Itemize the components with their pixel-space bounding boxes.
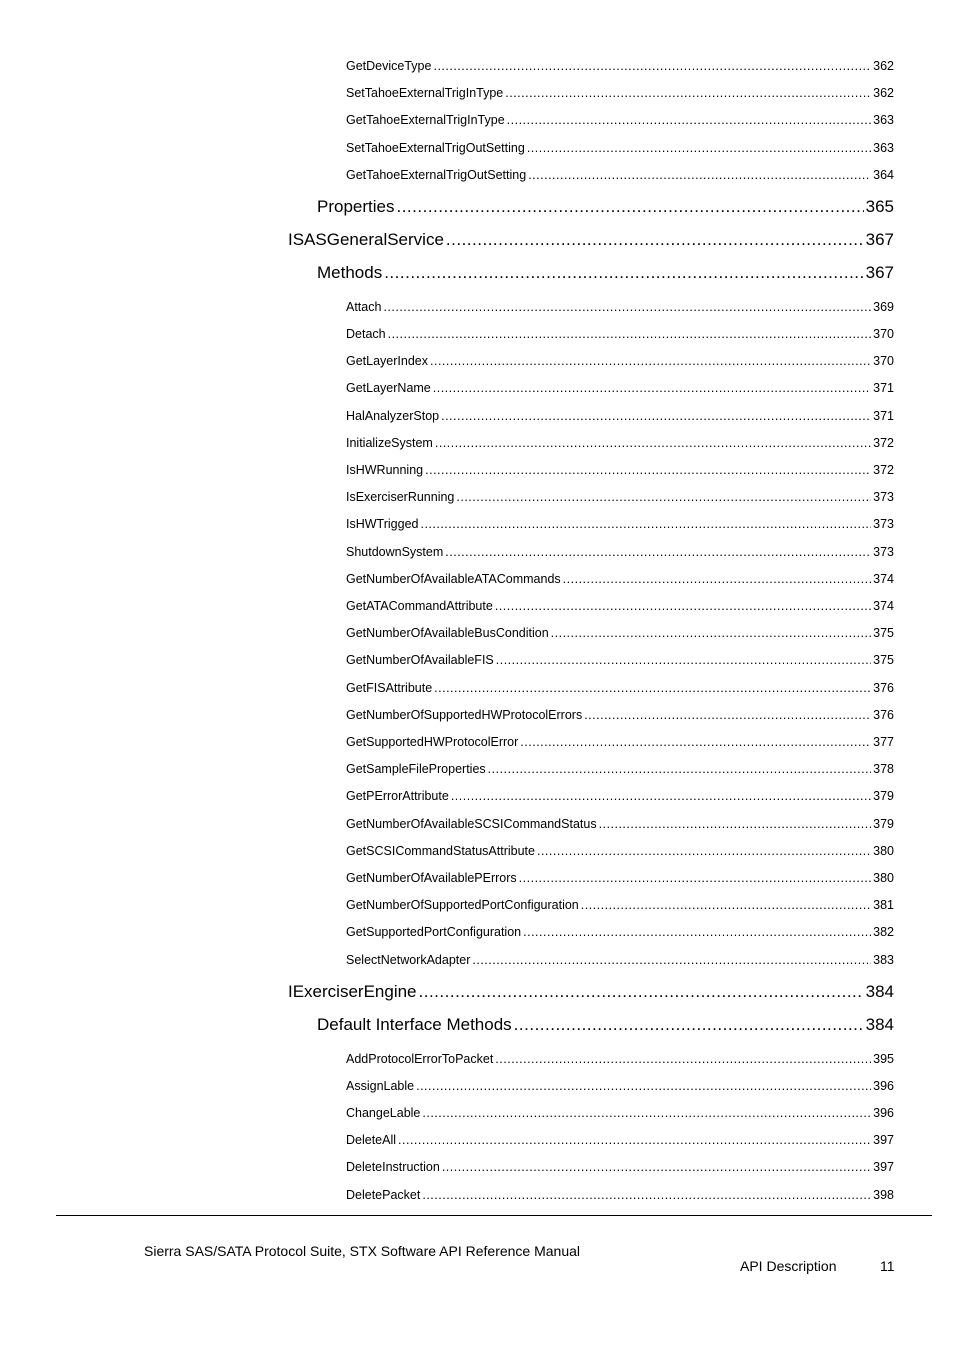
- toc-entry-title: GetNumberOfAvailableATACommands: [346, 571, 561, 586]
- toc-entry[interactable]: [346, 488, 894, 506]
- toc-entry-title: GetNumberOfAvailableBusCondition: [346, 626, 549, 641]
- toc-entry-title: DeleteInstruction: [346, 1160, 440, 1175]
- toc-entry-page: 373: [873, 517, 894, 532]
- toc-dot-leader: [456, 488, 871, 506]
- toc-entry-title: Detach: [346, 327, 386, 341]
- toc-entry-title: GetLayerIndex: [346, 354, 428, 369]
- toc-entry-title: GetDeviceType: [346, 59, 432, 73]
- toc-entry[interactable]: [346, 84, 894, 102]
- toc-entry-title: GetATACommandAttribute: [346, 599, 493, 613]
- toc-entry-page: 362: [873, 59, 894, 73]
- toc-entry-title: SetTahoeExternalTrigInType: [346, 86, 504, 101]
- toc-entry-title: Default Interface Methods: [317, 1014, 512, 1034]
- toc-entry-title: SetTahoeExternalTrigOutSetting: [346, 140, 525, 155]
- toc-entry-title: Methods: [317, 262, 383, 282]
- toc-entry-title: SelectNetworkAdapter: [346, 952, 471, 967]
- toc-dot-leader: [472, 951, 871, 969]
- toc-dot-leader: [383, 298, 871, 316]
- toc-dot-leader: [442, 1158, 871, 1176]
- toc-entry[interactable]: [346, 923, 894, 941]
- toc-entry-page: 381: [873, 898, 894, 913]
- toc-dot-leader: [520, 733, 871, 751]
- footer-divider: [56, 1215, 932, 1216]
- toc-entry[interactable]: [346, 111, 894, 129]
- toc-entry-page: 396: [873, 1078, 894, 1093]
- toc-entry[interactable]: [346, 1186, 894, 1204]
- footer-page-number: 11: [880, 1258, 895, 1274]
- toc-entry-page: 363: [873, 140, 894, 155]
- toc-entry-page: 364: [873, 167, 894, 182]
- toc-entry[interactable]: [346, 651, 894, 669]
- toc-entry-page: 375: [873, 626, 894, 641]
- toc-entry-title: InitializeSystem: [346, 435, 433, 450]
- toc-entry[interactable]: [346, 352, 894, 370]
- toc-dot-leader: [384, 261, 863, 285]
- toc-entry-page: 367: [865, 229, 894, 249]
- toc-entry-page: 373: [873, 490, 894, 505]
- toc-dot-leader: [495, 597, 871, 615]
- toc-entry[interactable]: [346, 760, 894, 778]
- toc-entry[interactable]: [346, 407, 894, 425]
- toc-dot-leader: [445, 543, 871, 561]
- toc-entry[interactable]: [346, 325, 894, 343]
- toc-entry-page: 380: [873, 843, 894, 858]
- toc-entry-page: 380: [873, 871, 894, 885]
- toc-entry[interactable]: [346, 624, 894, 642]
- footer-document-title: Sierra SAS/SATA Protocol Suite, STX Software API Reference Manual: [144, 1243, 581, 1259]
- toc-entry-page: 384: [865, 981, 894, 1001]
- toc-entry-title: GetTahoeExternalTrigInType: [346, 113, 505, 128]
- toc-entry-title: AddProtocolErrorToPacket: [346, 1051, 494, 1066]
- toc-entry[interactable]: [288, 228, 894, 252]
- toc-dot-leader: [527, 139, 871, 157]
- toc-entry[interactable]: [346, 515, 894, 533]
- toc-entry-title: GetNumberOfAvailablePErrors: [346, 871, 517, 885]
- toc-entry-title: GetFISAttribute: [346, 680, 433, 695]
- toc-dot-leader: [496, 651, 871, 669]
- toc-entry-title: ChangeLable: [346, 1106, 421, 1120]
- toc-entry-title: GetTahoeExternalTrigOutSetting: [346, 167, 527, 182]
- toc-entry[interactable]: [317, 195, 894, 219]
- toc-entry-title: GetSupportedPortConfiguration: [346, 925, 522, 940]
- toc-entry-page: 363: [873, 113, 894, 128]
- toc-dot-leader: [430, 352, 871, 370]
- toc-entry-page: 369: [873, 299, 894, 314]
- toc-dot-leader: [523, 923, 871, 941]
- toc-entry-page: 374: [873, 599, 894, 613]
- toc-entry-page: 371: [873, 408, 894, 423]
- toc-dot-leader: [446, 228, 864, 252]
- toc-entry-page: 383: [873, 952, 894, 967]
- toc-entry-title: IsHWTrigged: [346, 517, 419, 532]
- toc-entry-title: GetNumberOfSupportedPortConfiguration: [346, 898, 579, 913]
- toc-entry-page: 384: [865, 1014, 894, 1034]
- toc-dot-leader: [422, 1186, 871, 1204]
- toc-entry[interactable]: [346, 815, 894, 833]
- toc-dot-leader: [420, 515, 871, 533]
- toc-dot-leader: [581, 896, 871, 914]
- toc-entry-page: 370: [873, 327, 894, 341]
- toc-dot-leader: [514, 1013, 864, 1037]
- toc-dot-leader: [505, 84, 871, 102]
- toc-entry-title: GetSupportedHWProtocolError: [346, 735, 519, 749]
- toc-entry-title: ISASGeneralService: [288, 229, 444, 249]
- toc-entry-title: IsHWRunning: [346, 463, 424, 477]
- toc-entry-title: ShutdownSystem: [346, 544, 444, 559]
- toc-entry-title: IsExerciserRunning: [346, 490, 455, 505]
- toc-entry-page: 379: [873, 816, 894, 831]
- toc-entry-page: 372: [873, 435, 894, 450]
- toc-entry-page: 365: [865, 196, 894, 216]
- toc-entry[interactable]: [346, 543, 894, 561]
- toc-entry-title: GetPErrorAttribute: [346, 789, 449, 804]
- toc-entry-page: 372: [873, 463, 894, 477]
- toc-entry[interactable]: [346, 787, 894, 805]
- toc-dot-leader: [419, 980, 864, 1004]
- toc-dot-leader: [425, 461, 871, 479]
- footer-section-name: API Description: [740, 1258, 837, 1274]
- toc-entry-title: GetNumberOfAvailableSCSICommandStatus: [346, 816, 597, 831]
- toc-entry-page: 374: [873, 571, 894, 586]
- toc-dot-leader: [507, 111, 871, 129]
- toc-dot-leader: [584, 706, 871, 724]
- toc-entry-page: 396: [873, 1106, 894, 1120]
- toc-dot-leader: [519, 869, 871, 887]
- toc-dot-leader: [495, 1050, 871, 1068]
- toc-entry[interactable]: [346, 733, 894, 751]
- toc-entry[interactable]: [346, 166, 894, 184]
- toc-entry[interactable]: [317, 261, 894, 285]
- toc-entry[interactable]: [346, 896, 894, 914]
- toc-dot-leader: [537, 842, 871, 860]
- toc-dot-leader: [441, 407, 871, 425]
- toc-entry-page: 376: [873, 707, 894, 722]
- toc-dot-leader: [416, 1077, 871, 1095]
- toc-dot-leader: [551, 624, 871, 642]
- toc-entry-page: 398: [873, 1187, 894, 1202]
- toc-dot-leader: [488, 760, 871, 778]
- toc-dot-leader: [398, 1131, 871, 1149]
- toc-entry-page: 373: [873, 544, 894, 559]
- toc-entry-page: 378: [873, 762, 894, 777]
- toc-entry-page: 376: [873, 680, 894, 695]
- toc-entry-title: AssignLable: [346, 1078, 415, 1093]
- toc-entry[interactable]: [346, 1158, 894, 1176]
- toc-entry[interactable]: [346, 679, 894, 697]
- toc-entry[interactable]: [346, 434, 894, 452]
- toc-entry-title: Properties: [317, 196, 395, 216]
- toc-dot-leader: [396, 195, 863, 219]
- toc-dot-leader: [528, 166, 871, 184]
- toc-entry[interactable]: [346, 706, 894, 724]
- toc-entry[interactable]: [346, 1050, 894, 1068]
- toc-entry[interactable]: [346, 139, 894, 157]
- toc-entry[interactable]: [346, 1077, 894, 1095]
- toc-entry[interactable]: [346, 869, 894, 887]
- toc-entry[interactable]: [346, 951, 894, 969]
- toc-entry-title: GetSampleFileProperties: [346, 762, 486, 777]
- toc-entry-title: Attach: [346, 299, 382, 314]
- toc-dot-leader: [433, 379, 871, 397]
- toc-entry-title: HalAnalyzerStop: [346, 408, 440, 423]
- toc-dot-leader: [388, 325, 872, 343]
- toc-entry-title: GetLayerName: [346, 381, 431, 396]
- toc-entry-page: 367: [865, 262, 894, 282]
- toc-dot-leader: [563, 570, 871, 588]
- toc-entry-page: 395: [873, 1051, 894, 1066]
- toc-entry-page: 382: [873, 925, 894, 940]
- toc-entry[interactable]: [346, 1104, 894, 1122]
- toc-dot-leader: [434, 679, 871, 697]
- toc-entry-title: GetSCSICommandStatusAttribute: [346, 843, 535, 858]
- toc-dot-leader: [599, 815, 872, 833]
- toc-entry[interactable]: [346, 1131, 894, 1149]
- toc-entry[interactable]: [346, 57, 894, 75]
- toc-entry-page: 397: [873, 1160, 894, 1175]
- toc-entry-page: 362: [873, 86, 894, 101]
- toc-entry[interactable]: [346, 597, 894, 615]
- toc-dot-leader: [451, 787, 871, 805]
- toc-entry-title: DeletePacket: [346, 1187, 421, 1202]
- toc-entry[interactable]: [346, 298, 894, 316]
- toc-entry-title: GetNumberOfAvailableFIS: [346, 653, 494, 668]
- toc-entry[interactable]: [346, 842, 894, 860]
- toc-entry[interactable]: [346, 570, 894, 588]
- toc-dot-leader: [435, 434, 871, 452]
- toc-entry-page: 370: [873, 354, 894, 369]
- toc-entry-page: 397: [873, 1133, 894, 1148]
- toc-entry-page: 377: [873, 735, 894, 749]
- toc-entry[interactable]: [346, 379, 894, 397]
- toc-dot-leader: [433, 57, 871, 75]
- toc-entry[interactable]: [288, 980, 894, 1004]
- toc-dot-leader: [422, 1104, 871, 1122]
- toc-entry-title: GetNumberOfSupportedHWProtocolErrors: [346, 707, 583, 722]
- toc-entry[interactable]: [346, 461, 894, 479]
- toc-entry-title: DeleteAll: [346, 1133, 397, 1148]
- toc-entry-page: 379: [873, 789, 894, 804]
- toc-entry-page: 375: [873, 653, 894, 668]
- toc-entry[interactable]: [317, 1013, 894, 1037]
- toc-entry-page: 371: [873, 381, 894, 396]
- toc-entry-title: IExerciserEngine: [288, 981, 417, 1001]
